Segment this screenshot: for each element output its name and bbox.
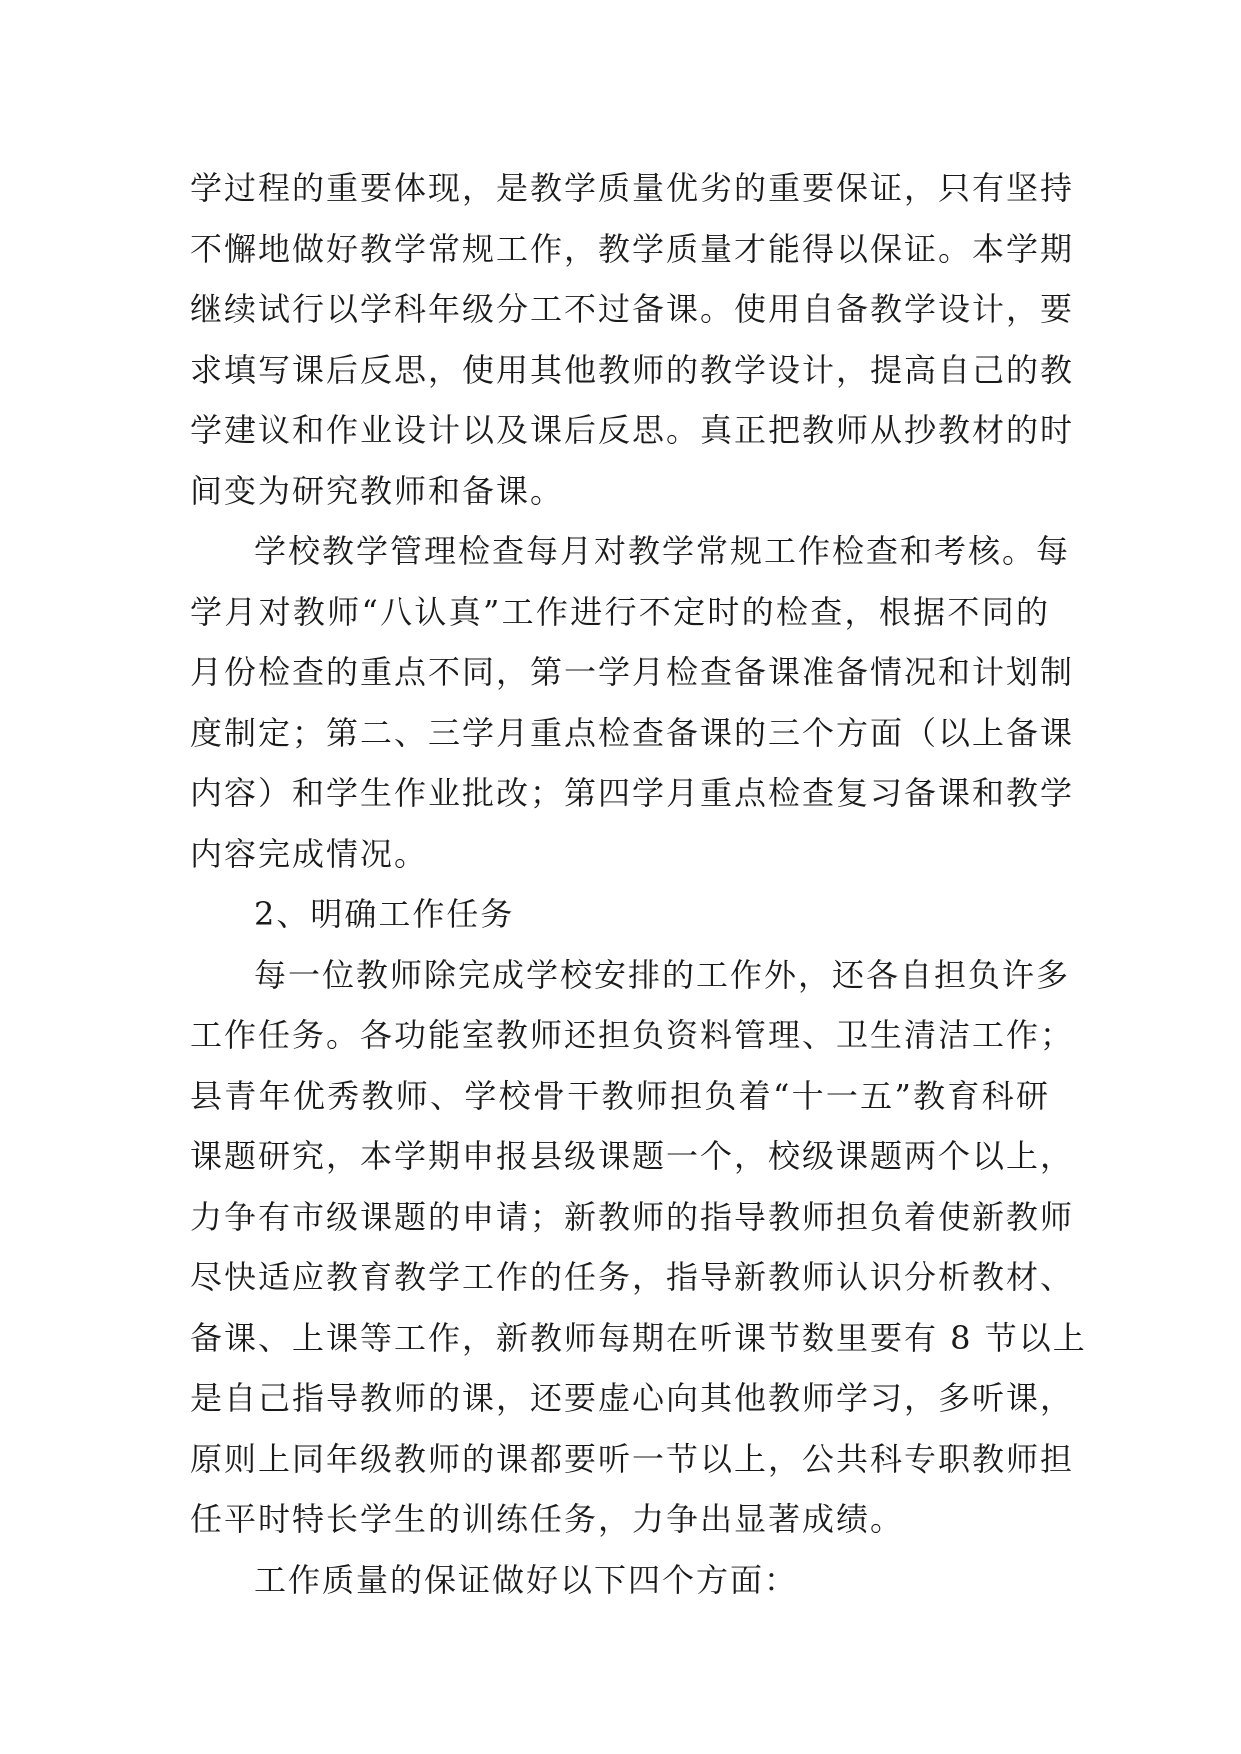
text-line: 课题研究，本学期申报县级课题一个，校级课题两个以上， bbox=[190, 1137, 1075, 1175]
text-line: 月份检查的重点不同，第一学月检查备课准备情况和计划制 bbox=[190, 653, 1075, 691]
text-line: 学月对教师“八认真”工作进行不定时的检查，根据不同的 bbox=[190, 592, 1050, 631]
paragraph-start-line: 工作质量的保证做好以下四个方面： bbox=[254, 1560, 799, 1599]
text-line: 间变为研究教师和备课。 bbox=[190, 471, 565, 510]
text-line: 不懈地做好教学常规工作，教学质量才能得以保证。本学期 bbox=[190, 229, 1075, 268]
paragraph-start-line: 每一位教师除完成学校安排的工作外，还各自担负许多 bbox=[254, 955, 1071, 994]
text-line: 备课、上课等工作，新教师每期在听课节数里要有 8 节以上 bbox=[190, 1318, 1087, 1357]
text-line: 学建议和作业设计以及课后反思。真正把教师从抄教材的时 bbox=[190, 411, 1075, 449]
text-line: 求填写课后反思，使用其他教师的教学设计，提高自己的教 bbox=[190, 350, 1075, 389]
text-line: 内容完成情况。 bbox=[190, 834, 429, 873]
text-line: 县青年优秀教师、学校骨干教师担负着“十一五”教育科研 bbox=[190, 1076, 1050, 1115]
text-line: 尽快适应教育教学工作的任务，指导新教师认识分析教材、 bbox=[190, 1258, 1075, 1296]
text-line: 工作任务。各功能室教师还担负资料管理、卫生清洁工作； bbox=[190, 1016, 1075, 1054]
text-line: 度制定；第二、三学月重点检查备课的三个方面（以上备课 bbox=[190, 713, 1075, 752]
text-line: 学过程的重要体现，是教学质量优劣的重要保证，只有坚持 bbox=[190, 169, 1075, 207]
text-line: 原则上同年级教师的课都要听一节以上，公共科专职教师担 bbox=[190, 1439, 1075, 1478]
section-heading: 2、明确工作任务 bbox=[254, 895, 515, 933]
document-body bbox=[190, 158, 1087, 1610]
text-line: 任平时特长学生的训练任务，力争出显著成绩。 bbox=[190, 1500, 905, 1538]
text-line: 力争有市级课题的申请；新教师的指导教师担负着使新教师 bbox=[190, 1197, 1075, 1236]
paragraph-start-line: 学校教学管理检查每月对教学常规工作检查和考核。每 bbox=[254, 532, 1071, 570]
text-line: 是自己指导教师的课，还要虚心向其他教师学习，多听课， bbox=[190, 1379, 1075, 1417]
text-line: 继续试行以学科年级分工不过备课。使用自备教学设计，要 bbox=[190, 290, 1075, 328]
text-line: 内容）和学生作业批改；第四学月重点检查复习备课和教学 bbox=[190, 774, 1075, 812]
